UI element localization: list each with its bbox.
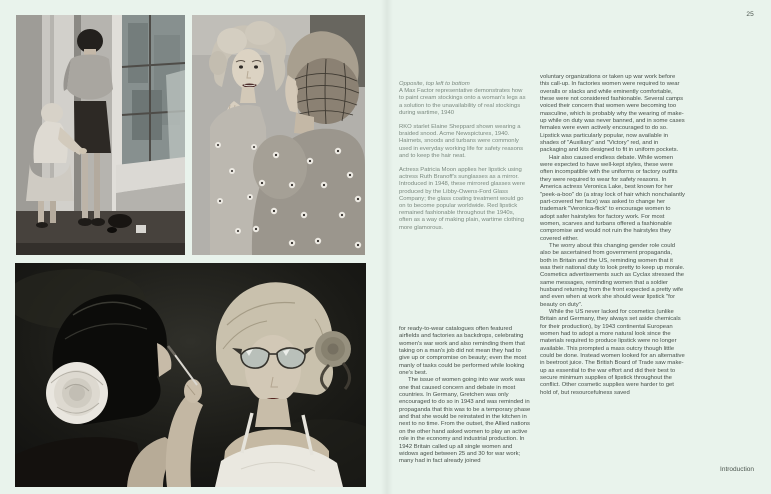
page-number: 25 [746, 11, 754, 18]
page-gutter [381, 0, 393, 494]
body-paragraph: for ready-to-wear catalogues often featured airfields and factories as backdrops, celebrating women's war work and also reminding them that taking on a man's job did not mean they had to give up or compromise on beauty; even the most manly of tasks could be performed while looking one's best. [399, 326, 527, 377]
body-paragraph: While the US never lacked for cosmetics (unlike Britain and Germany, they always set aside chemicals for their production), by 1943 continental European women had to adopt a more natural look since the materials required to produce lipstick were no longer available. This prompted a mass outcry though little could be done. Instead women looked for an alternative in beetroot juice. The British Board of Trade saw make-up as essential to the war effort and did their best to secure minimum supplies of lipstick throughout the conflict. Other cosmetic supplies were harder to get hold of, but resourcefulness saved [540, 309, 685, 396]
photo-caption-2: RKO starlet Elaine Sheppard shown wearing a braided snood. Acme Newspictures, 1940. Hairnets, snoods and turbans were commonly used in everyday working life for safety reasons and to keep the hair neat. [399, 124, 524, 159]
photo-caption-1 [399, 81, 528, 117]
stocking-painting-photo [16, 15, 185, 255]
body-paragraph: voluntary organizations or taken up war work before this call-up. In factories women were required to wear overalls or slacks and while eminently comfortable, these were not considered fashionable. Several camps voiced their concern that women were becoming too masculine, which is probably why the wearing of make-up while on duty was never banned, and in some cases females were even actively encouraged to do so. Lipstick was particularly popular, now available in shades of "Auxiliary" and "Victory" red, and in packaging and kits designed to fit in uniform pockets. [540, 74, 685, 154]
braided-snood-illustration [192, 15, 365, 255]
caption-lead-in: Opposite, top left to bottom [399, 81, 470, 87]
lipstick-sunglasses-photo [15, 263, 366, 487]
body-text-left-column [399, 326, 532, 466]
body-paragraph: Hair also caused endless debate. While women were expected to have well-kept styles, these were often incompatible with the uniforms or factory outfits they were required to wear for safety reasons. In America actress Veronica Lake, best known for her "peek-a-boo" do (a stray lock of hair which nonchalantly part-covered her face) was asked to change her trademark "Veronica-flick" to encourage women to adopt safer hairstyles for factory work. For most women, scarves and turbans offered a fashionable compromise and would not ruin the hairstyles they covered either. [540, 154, 685, 242]
lipstick-sunglasses-illustration [15, 263, 366, 487]
body-paragraph: The worry about this changing gender role could also be ascertained from government propaganda, both in Britain and the US, reminding women that it was their national duty to look pretty to keep up morale. Cosmetics advertisements such as Cyclax stressed the same messages, reminding women that a soldier husband returning from the front expected a pretty wife and even when at work she should wear lipstick "for beauty on duty". [540, 242, 685, 308]
braided-snood-photo [192, 15, 365, 255]
photo-caption-3: Actress Patricia Moon applies her lipstick using actress Ruth Branoff's sunglasses as a mirror. Introduced in 1948, these mirrored glasses were produced by the Libby-Owens-Ford Glass Company; the glass coating treatment would go on to become popular worldwide. Red lipstick remained fashionable throughout the 1940s, often as a way of making plain, wartime clothing more glamorous. [399, 167, 526, 231]
caption-1-text: A Max Factor representative demonstrates how to paint cream stockings onto a woman's legs as a solution to the unavailability of real stockings during wartime, 1940 [399, 88, 526, 116]
body-paragraph: The issue of women going into war work was one that caused concern and debate in most countries. In Germany, Gretchen was only encouraged to do so in 1943 and was reminded in propaganda that this was to be a temporary phase and that she would be reinstated in the kitchen in next to no time. From the outset, the Allied nations on the other hand asked women to play an active role in the economy and industrial production. In 1942 Britain called up all single women and widows aged between 25 and 30 for war work; many had in fact already joined [399, 377, 531, 465]
body-text-right-column [540, 74, 685, 397]
stocking-painting-illustration [16, 15, 185, 255]
caption-column [399, 81, 528, 239]
chapter-footer-label: Introduction [720, 466, 754, 473]
